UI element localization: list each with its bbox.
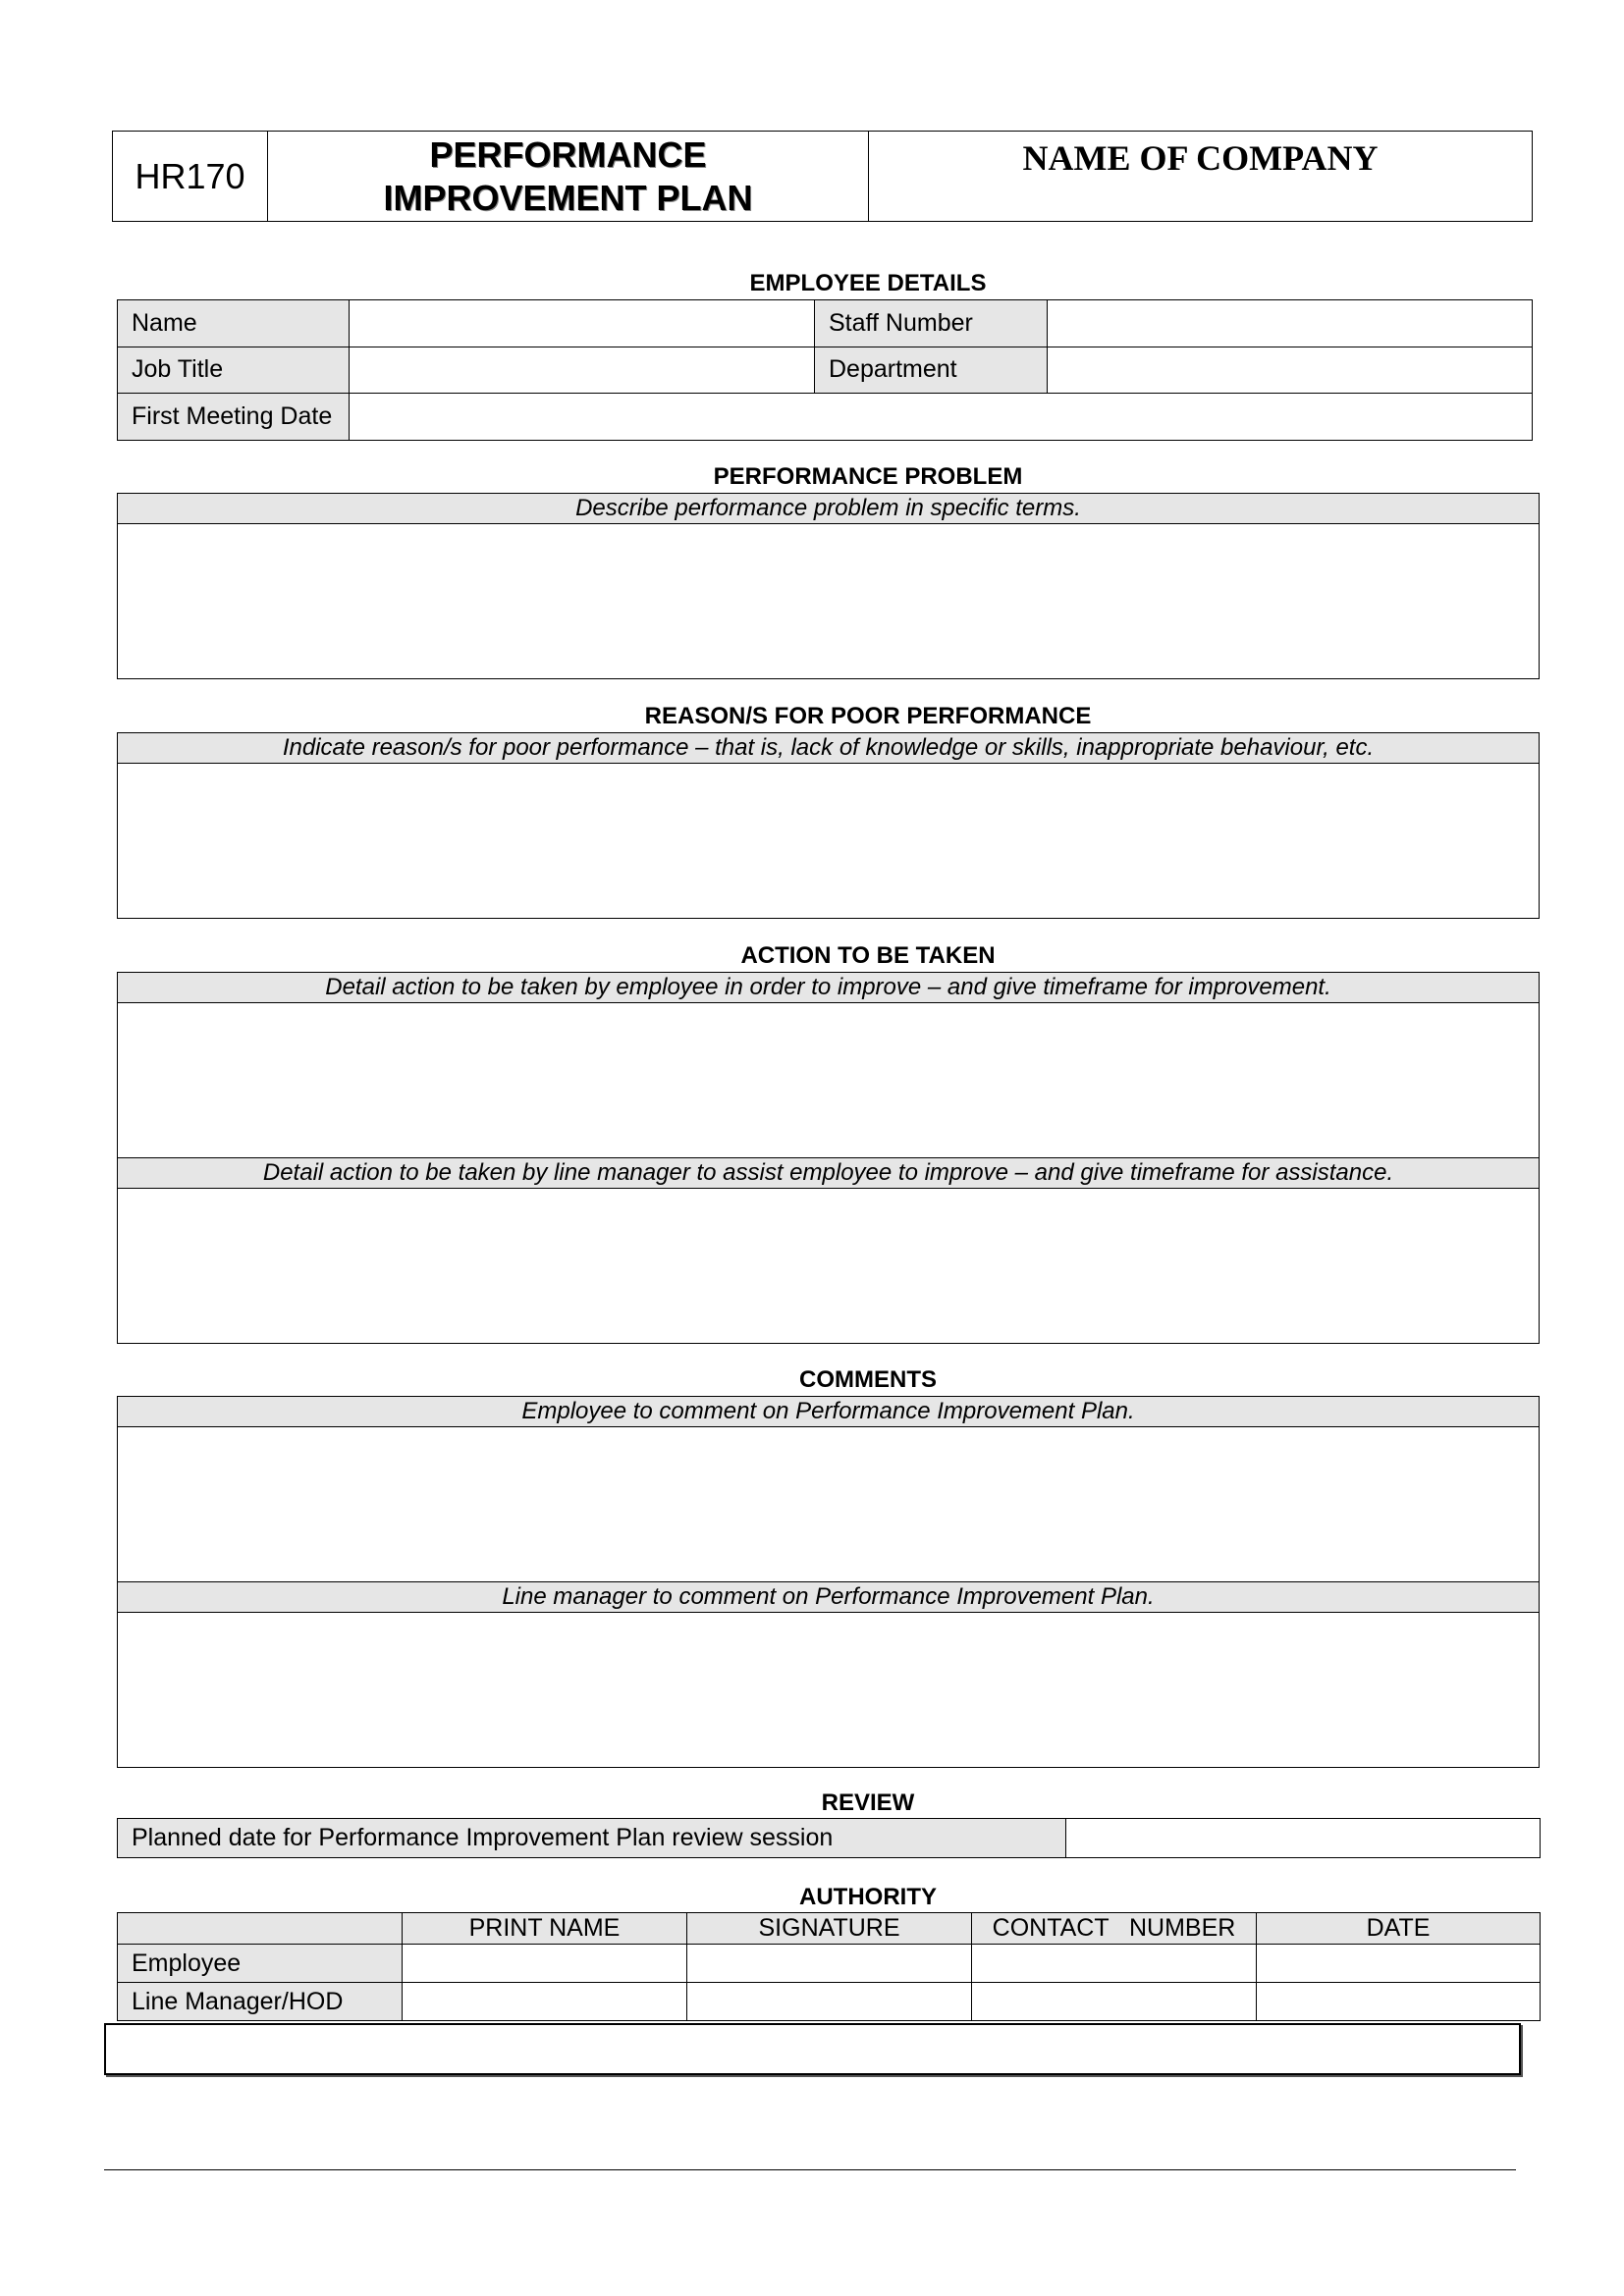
reasons-box [117,732,1540,919]
employee-date-field[interactable] [1257,1945,1541,1983]
performance-problem-instruction: Describe performance problem in specific terms. [118,494,1539,524]
row-label-line-manager: Line Manager/HOD [118,1983,403,2021]
blank-box [104,2023,1521,2075]
employee-signature-field[interactable] [687,1945,972,1983]
action-box [117,972,1540,1344]
reasons-instruction: Indicate reason/s for poor performance – that is, lack of knowledge or skills, inappropriate behaviour, etc. [118,733,1539,764]
manager-signature-field[interactable] [687,1983,972,2021]
employee-print-name-field[interactable] [403,1945,687,1983]
employee-action-instruction: Detail action to be taken by employee in order to improve – and give timeframe for improvement. [118,973,1539,1003]
row-label-employee: Employee [118,1945,403,1983]
comments-box [117,1396,1540,1768]
reasons-title: REASON/S FOR POOR PERFORMANCE [644,703,1092,729]
column-header-print-name: PRINT NAME [403,1913,687,1945]
manager-date-field[interactable] [1257,1983,1541,2021]
job-title-label: Job Title [118,347,350,394]
employee-action-field[interactable] [118,1003,1539,1157]
manager-contact-number-field[interactable] [972,1983,1257,2021]
authority-corner-cell [118,1913,403,1945]
action-title: ACTION TO BE TAKEN [740,942,996,969]
form-title [268,132,869,222]
name-field[interactable] [350,300,815,347]
reasons-field[interactable] [118,764,1539,918]
staff-number-label: Staff Number [815,300,1048,347]
performance-problem-title: PERFORMANCE PROBLEM [713,463,1023,490]
employee-comment-field[interactable] [118,1427,1539,1581]
company-name: NAME OF COMPANY [869,132,1533,222]
department-label: Department [815,347,1048,394]
form-title-line-2: IMPROVEMENT PLAN [383,177,753,218]
performance-problem-box [117,493,1540,679]
manager-print-name-field[interactable] [403,1983,687,2021]
comments-title: COMMENTS [799,1366,937,1393]
manager-comment-instruction: Line manager to comment on Performance Improvement Plan. [118,1581,1539,1613]
review-title: REVIEW [821,1789,915,1816]
employee-comment-instruction: Employee to comment on Performance Improvement Plan. [118,1397,1539,1427]
manager-comment-field[interactable] [118,1613,1539,1767]
manager-action-field[interactable] [118,1189,1539,1343]
employee-details-title: EMPLOYEE DETAILS [749,270,987,296]
employee-contact-number-field[interactable] [972,1945,1257,1983]
authority-table [117,1912,1541,2021]
document-header [112,131,1533,222]
employee-details-table [117,299,1533,441]
form-code: HR170 [113,132,268,222]
staff-number-field[interactable] [1048,300,1533,347]
footer-divider [104,2169,1516,2170]
planned-review-date-field[interactable] [1066,1819,1541,1858]
authority-title: AUTHORITY [799,1884,937,1910]
first-meeting-date-label: First Meeting Date [118,394,350,441]
form-title-line-1: PERFORMANCE [429,133,707,175]
first-meeting-date-field[interactable] [350,394,1533,441]
table-row [118,1945,1541,1983]
review-table [117,1818,1541,1858]
department-field[interactable] [1048,347,1533,394]
column-header-contact-number: CONTACT NUMBER [972,1913,1257,1945]
performance-problem-field[interactable] [118,524,1539,678]
manager-action-instruction: Detail action to be taken by line manager to assist employee to improve – and give timeframe for assistance. [118,1157,1539,1189]
column-header-signature: SIGNATURE [687,1913,972,1945]
job-title-field[interactable] [350,347,815,394]
planned-review-date-label: Planned date for Performance Improvement Plan review session [118,1819,1066,1858]
table-row [118,1983,1541,2021]
name-label: Name [118,300,350,347]
column-header-date: DATE [1257,1913,1541,1945]
